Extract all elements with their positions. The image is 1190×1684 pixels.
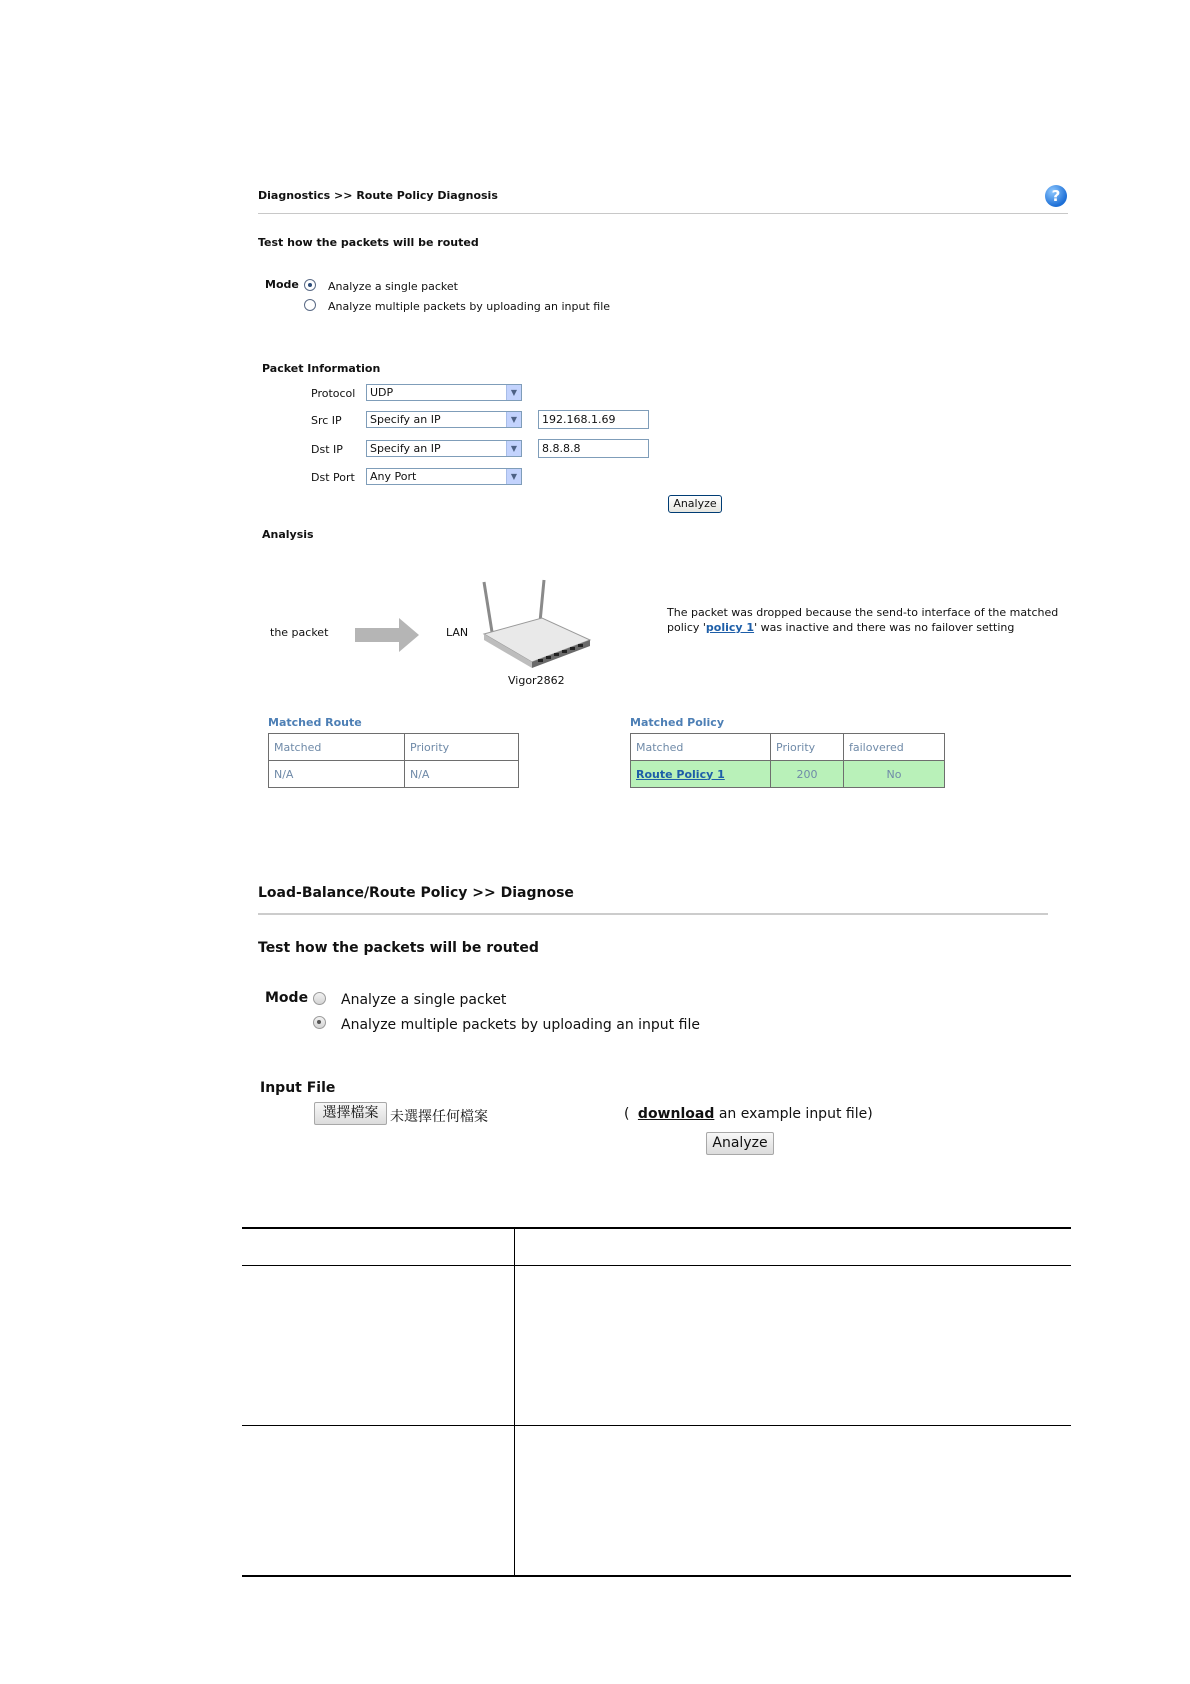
mode-multiple-label-2: Analyze multiple packets by uploading an input file	[341, 1017, 700, 1033]
doc-table-column-rule	[514, 1228, 515, 1576]
router-name: Vigor2862	[508, 674, 565, 687]
test-heading: Test how the packets will be routed	[258, 236, 479, 249]
chevron-down-icon: ▼	[506, 385, 521, 400]
table-cell: No	[844, 761, 945, 788]
header-divider	[258, 213, 1068, 214]
dst-port-label: Dst Port	[311, 471, 355, 484]
mode-multiple-label: Analyze multiple packets by uploading an input file	[328, 300, 611, 313]
lan-label: LAN	[446, 626, 469, 639]
table-row	[269, 761, 519, 788]
table-header-cell: failovered	[844, 734, 945, 761]
analyze-button[interactable]: Analyze	[668, 495, 722, 513]
table-cell: 200	[771, 761, 844, 788]
doc-table-header-rule	[242, 1265, 1071, 1266]
src-ip-input[interactable]: 192.168.1.69	[538, 410, 649, 429]
mode-label-2: Mode	[265, 990, 309, 1006]
dst-ip-input[interactable]: 8.8.8.8	[538, 439, 649, 458]
table-header-cell: Priority	[405, 734, 519, 761]
mode-single-label: Analyze a single packet	[328, 280, 458, 293]
table-cell: N/A	[405, 761, 519, 788]
mode-multiple-radio[interactable]	[304, 299, 316, 311]
dst-port-select[interactable]	[366, 468, 522, 485]
packet-label: the packet	[270, 626, 329, 639]
table-header-cell: Matched	[631, 734, 771, 761]
matched-route-title: Matched Route	[268, 716, 362, 729]
page-breadcrumb: Diagnostics >> Route Policy Diagnosis	[258, 189, 498, 202]
src-ip-mode-value: Specify an IP	[370, 413, 441, 426]
doc-table-bottom-rule	[242, 1575, 1071, 1577]
download-link[interactable]: download	[637, 1106, 715, 1122]
protocol-label: Protocol	[311, 387, 356, 400]
chevron-down-icon: ▼	[506, 469, 521, 484]
router-icon	[478, 578, 598, 670]
chevron-down-icon: ▼	[506, 441, 521, 456]
matched-route-table	[268, 733, 519, 788]
header-divider-2	[258, 913, 1048, 915]
help-icon[interactable]: ?	[1045, 185, 1067, 207]
dst-port-value: Any Port	[370, 470, 417, 483]
mode-multiple-radio-2[interactable]	[313, 1016, 326, 1029]
table-header-row	[269, 734, 519, 761]
dst-ip-label: Dst IP	[311, 443, 343, 456]
mode-single-radio[interactable]	[304, 279, 316, 291]
result-text-before: The packet was dropped because the send-to interface of the matched policy '	[667, 606, 1059, 634]
analyze-button-2[interactable]: Analyze	[706, 1132, 774, 1155]
table-cell: N/A	[269, 761, 405, 788]
mode-label: Mode	[265, 278, 299, 291]
packet-info-heading: Packet Information	[262, 362, 381, 375]
choose-file-button[interactable]: 選擇檔案	[314, 1102, 387, 1125]
download-hint	[624, 1106, 873, 1122]
table-header-row	[631, 734, 945, 761]
table-header-cell: Matched	[269, 734, 405, 761]
protocol-select[interactable]	[366, 384, 522, 401]
no-file-chosen-text: 未選擇任何檔案	[390, 1109, 488, 1125]
page-breadcrumb-2: Load-Balance/Route Policy >> Diagnose	[258, 885, 574, 901]
analysis-heading: Analysis	[262, 528, 314, 541]
download-hint-open: (	[624, 1106, 630, 1122]
src-ip-mode-select[interactable]	[366, 411, 522, 428]
input-file-heading: Input File	[260, 1080, 336, 1096]
test-heading-2: Test how the packets will be routed	[258, 940, 539, 956]
src-ip-label: Src IP	[311, 414, 342, 427]
matched-policy-title: Matched Policy	[630, 716, 724, 729]
doc-table-top-rule	[242, 1227, 1071, 1229]
policy-link[interactable]: policy 1	[705, 621, 755, 634]
result-text-after: ' was inactive and there was no failover setting	[754, 621, 1015, 634]
download-hint-rest: an example input file)	[718, 1106, 873, 1122]
doc-table-row-rule	[242, 1425, 1071, 1426]
analysis-result-text	[667, 605, 1062, 635]
dst-ip-mode-value: Specify an IP	[370, 442, 441, 455]
mode-single-radio-2[interactable]	[313, 992, 326, 1005]
table-header-cell: Priority	[771, 734, 844, 761]
protocol-value: UDP	[370, 386, 394, 399]
table-row	[631, 761, 945, 788]
chevron-down-icon: ▼	[506, 412, 521, 427]
route-policy-link[interactable]: Route Policy 1	[631, 761, 771, 788]
mode-single-label-2: Analyze a single packet	[341, 992, 507, 1008]
matched-policy-table	[630, 733, 945, 788]
dst-ip-mode-select[interactable]	[366, 440, 522, 457]
right-arrow-icon	[355, 618, 421, 652]
